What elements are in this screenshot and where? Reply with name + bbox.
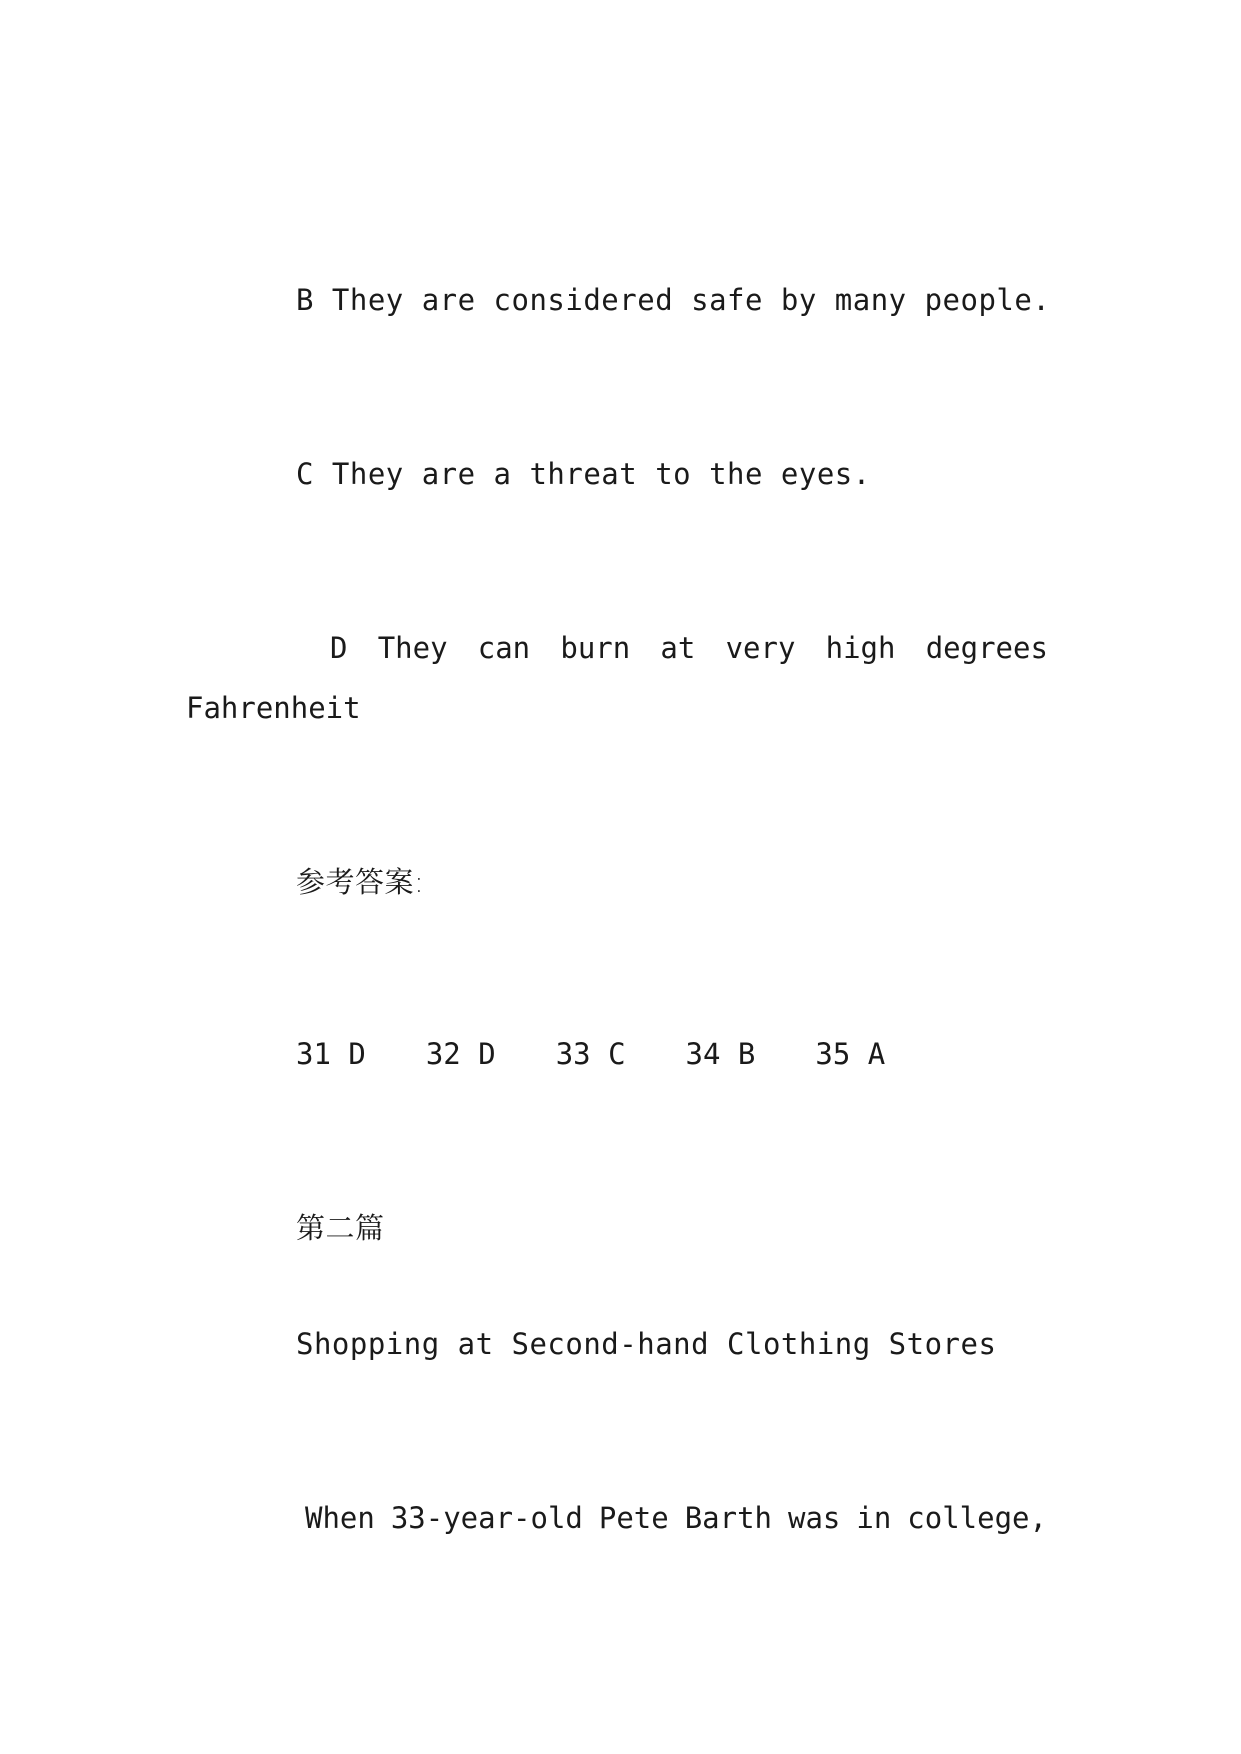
option-c: C They are a threat to the eyes. — [296, 457, 871, 491]
option-d-word: can — [477, 631, 531, 665]
answer-item: 33 C — [555, 1037, 626, 1071]
paragraph-word: Barth — [684, 1501, 773, 1535]
option-d-word: degrees — [925, 631, 1048, 665]
paragraph-word: was — [788, 1501, 841, 1535]
answer-item: 35 A — [815, 1037, 886, 1071]
option-d-continuation: Fahrenheit — [186, 691, 361, 725]
answer-heading: 参考答案: — [296, 865, 425, 899]
paragraph-word: college, — [907, 1501, 1047, 1535]
paragraph-first-line — [305, 1500, 1047, 1536]
option-d-word: at — [660, 631, 696, 665]
option-d-word: They — [377, 631, 448, 665]
article-title: Shopping at Second-hand Clothing Stores — [296, 1327, 997, 1361]
option-d-line — [330, 630, 1048, 666]
option-d-word: D — [330, 631, 348, 665]
option-b: B They are considered safe by many people. — [296, 283, 1051, 317]
paragraph-word: When — [305, 1501, 375, 1535]
option-d-word: very — [725, 631, 796, 665]
paragraph-word: Pete — [598, 1501, 669, 1535]
paragraph-word: 33-year-old — [390, 1501, 583, 1535]
answer-list — [296, 1036, 885, 1072]
section-heading: 第二篇 — [296, 1211, 385, 1245]
answer-item: 31 D — [296, 1037, 366, 1071]
paragraph-word: in — [856, 1501, 892, 1535]
option-d-word: burn — [560, 631, 631, 665]
answer-item: 32 D — [425, 1037, 496, 1071]
answer-item: 34 B — [685, 1037, 756, 1071]
option-d-word: high — [825, 631, 896, 665]
